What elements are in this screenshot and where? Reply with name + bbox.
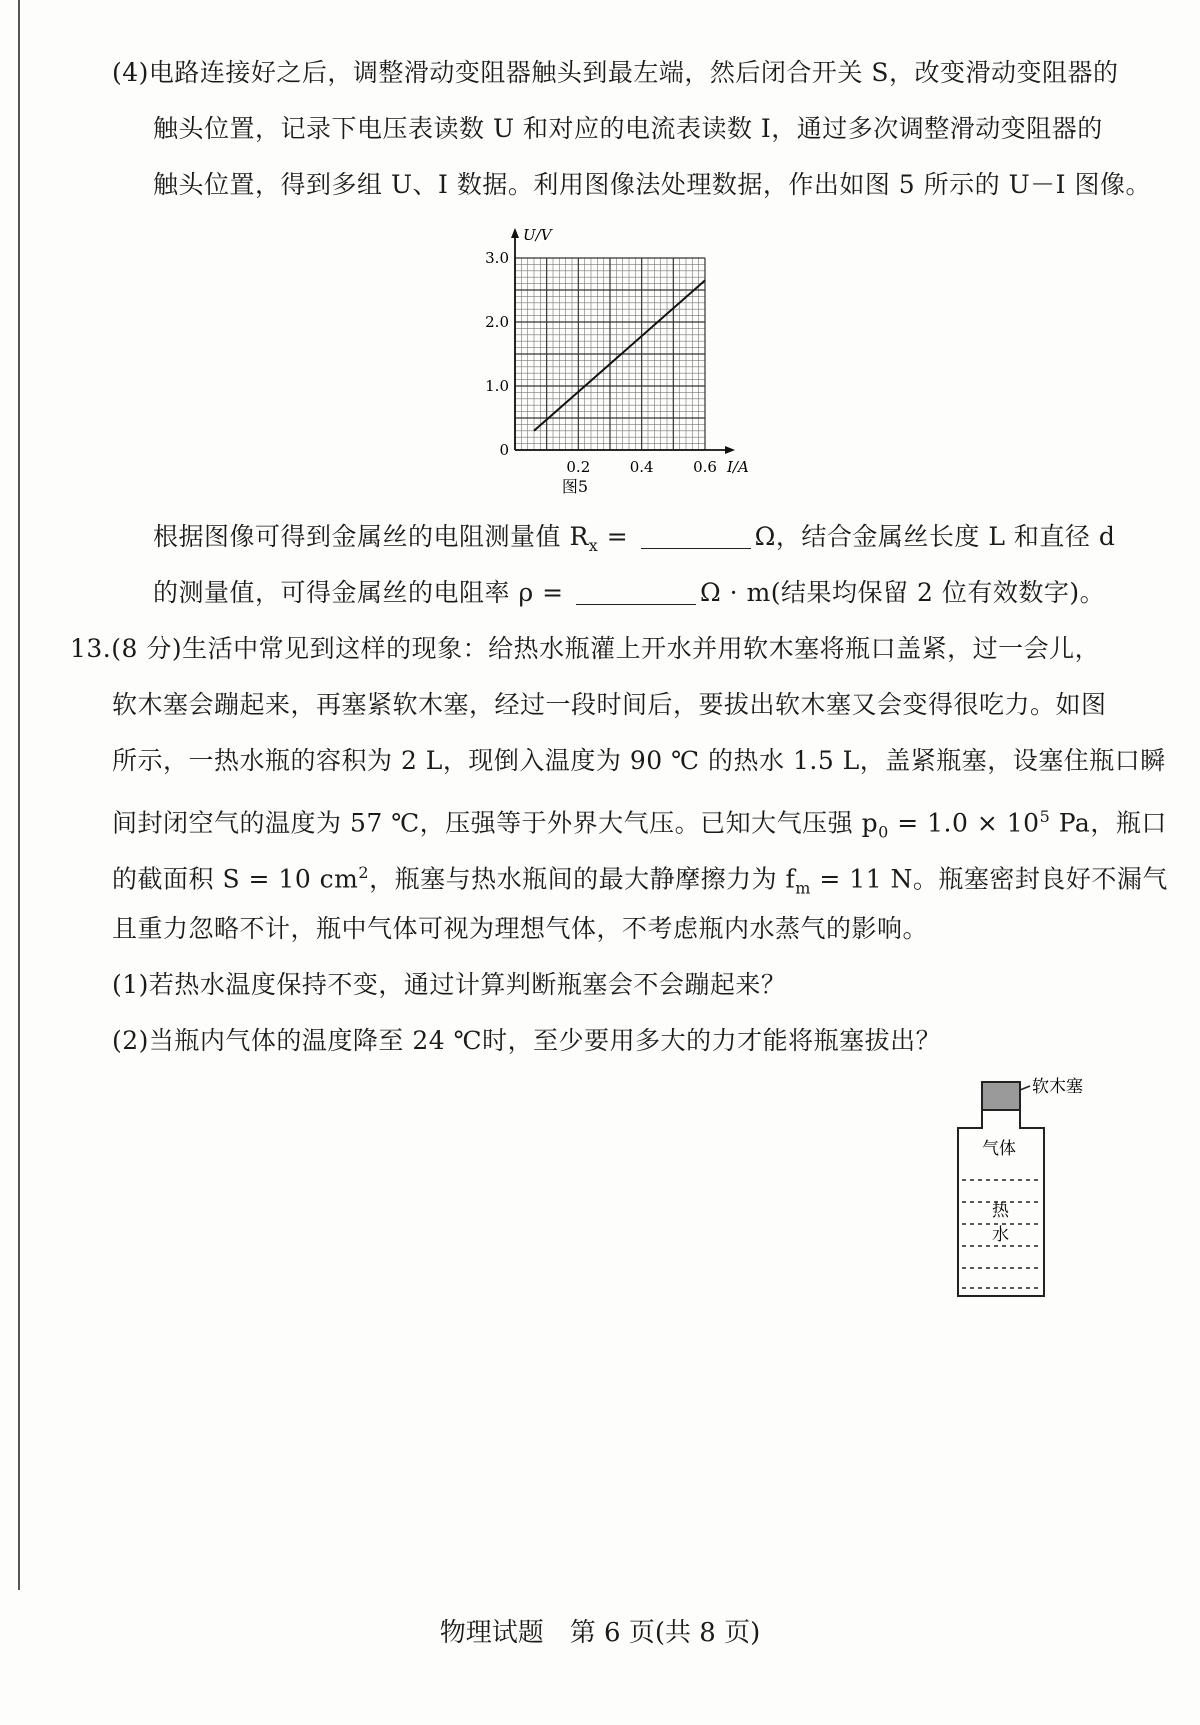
q13-line5	[112, 856, 1168, 905]
x-axis-label: I/A	[727, 458, 749, 476]
fm-subscript: m	[795, 878, 811, 898]
rx-label: 根据图像可得到金属丝的电阻测量值 R	[153, 522, 589, 551]
origin-label: 0	[499, 441, 509, 459]
pressure-exponent: 5	[1039, 807, 1051, 826]
y-axis-label: U/V	[523, 226, 552, 244]
area-exponent: 2	[358, 863, 370, 882]
equals-sign: =	[598, 522, 637, 551]
x-axis-arrow	[725, 446, 735, 454]
p0-subscript: 0	[878, 822, 889, 842]
q13-line5-text-a: 的截面积 S = 10 cm	[112, 864, 359, 894]
q13-line4-text-a: 间封闭空气的温度为 57 ℃，压强等于外界大气压。已知大气压强 p	[112, 808, 879, 838]
rx-answer-blank[interactable]	[641, 522, 751, 549]
cork-shape	[982, 1082, 1020, 1110]
ui-chart-figure5	[460, 212, 760, 502]
page-footer: 物理试题 第 6 页(共 8 页)	[439, 1618, 761, 1648]
rho-label: 的测量值，可得金属丝的电阻率 ρ =	[153, 578, 572, 607]
q13-line4-text-c: Pa，瓶口	[1050, 808, 1167, 838]
thermos-bottle-figure	[940, 1070, 1100, 1310]
x-tick-label: 0.2	[566, 458, 591, 476]
q13-line5-text-c: = 11 N。瓶塞密封良好不漏气	[810, 864, 1168, 894]
q13-line4-text-b: = 1.0 × 10	[888, 808, 1040, 838]
water-label-1: 热	[992, 1201, 1009, 1221]
q12-part4-line3: 触头位置，得到多组 U、I 数据。利用图像法处理数据，作出如图 5 所示的 U－I 图像。	[153, 170, 1151, 199]
chart-labels	[485, 226, 749, 496]
rx-unit-text: Ω，结合金属丝长度 L 和直径 d	[754, 522, 1116, 551]
gas-label: 气体	[982, 1139, 1016, 1159]
x-tick-label: 0.6	[693, 458, 717, 476]
q12-part4-line2: 触头位置，记录下电压表读数 U 和对应的电流表读数 I，通过多次调整滑动变阻器的	[153, 114, 1103, 143]
rho-unit-text: Ω · m(结果均保留 2 位有效数字)。	[700, 578, 1106, 607]
margin-line	[18, 0, 20, 1590]
q13-line1: 13.(8 分)生活中常见到这样的现象：给热水瓶灌上开水并用软木塞将瓶口盖紧，过一会儿，	[70, 634, 1101, 663]
q13-line4	[112, 800, 1167, 849]
chart-title: 图5	[561, 477, 589, 496]
x-tick-label: 0.4	[629, 458, 654, 476]
y-tick-label: 1.0	[485, 377, 509, 395]
q12-part4-line1: (4)电路连接好之后，调整滑动变阻器触头到最左端，然后闭合开关 S，改变滑动变阻器的	[112, 58, 1119, 87]
q12-part4-line4	[153, 520, 1115, 563]
q13-sub1: (1)若热水温度保持不变，通过计算判断瓶塞会不会蹦起来？	[112, 970, 787, 999]
q12-part4-line5	[153, 576, 1105, 610]
q13-line2: 软木塞会蹦起来，再塞紧软木塞，经过一段时间后，要拔出软木塞又会变得很吃力。如图	[112, 690, 1107, 719]
q13-sub2: (2)当瓶内气体的温度降至 24 ℃时，至少要用多大的力才能将瓶塞拔出？	[112, 1026, 942, 1055]
y-axis-arrow	[511, 228, 519, 238]
rx-subscript: x	[588, 536, 599, 555]
cork-label: 软木塞	[1032, 1077, 1083, 1097]
y-tick-label: 2.0	[485, 313, 509, 331]
q13-line6: 且重力忽略不计，瓶中气体可视为理想气体，不考虑瓶内水蒸气的影响。	[112, 914, 929, 943]
q13-line3: 所示，一热水瓶的容积为 2 L，现倒入温度为 90 ℃ 的热水 1.5 L，盖紧瓶塞，设塞住瓶口瞬	[112, 746, 1166, 775]
rho-answer-blank[interactable]	[576, 578, 696, 605]
cork-leader-line	[1020, 1086, 1030, 1090]
water-label-2: 水	[992, 1225, 1009, 1245]
q13-line5-text-b: ，瓶塞与热水瓶间的最大静摩擦力为 f	[369, 864, 796, 894]
y-tick-label: 3.0	[485, 249, 509, 267]
